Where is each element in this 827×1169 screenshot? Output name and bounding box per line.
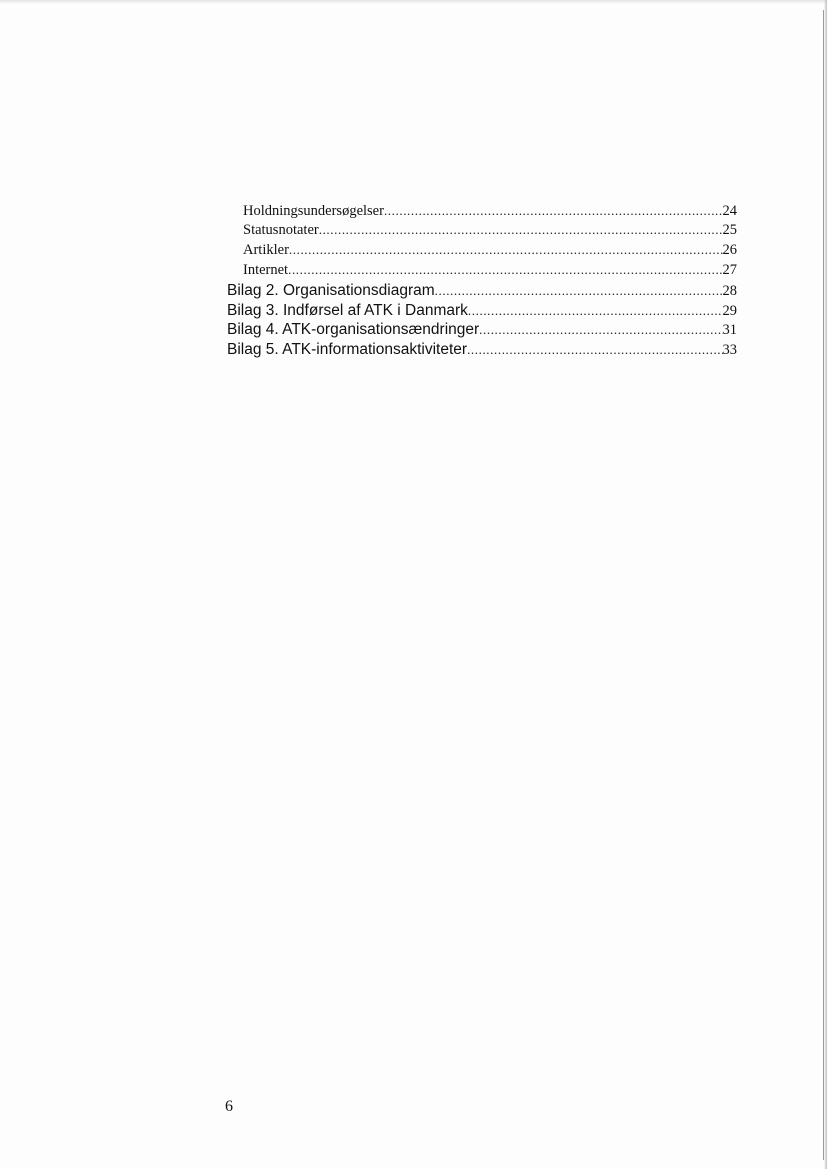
toc-entry-title: Bilag 5. ATK-informationsaktiviteter [227,341,468,358]
dot-leader [467,340,722,360]
dot-leader [468,301,723,321]
dot-leader [289,241,723,259]
toc-entry[interactable] [227,340,737,360]
toc-entry-title: Bilag 4. ATK-organisationsændringer [227,321,480,338]
scan-line-right [823,10,824,1160]
toc-entry-page: 27 [722,262,737,278]
toc-entry[interactable] [243,241,737,259]
toc-entry-title: Holdningsundersøgelser [243,203,384,219]
dot-leader [288,261,722,279]
toc-entry[interactable] [227,301,737,321]
toc-entry-page: 29 [722,303,737,319]
dot-leader [479,320,722,340]
dot-leader [319,221,723,239]
toc-entry[interactable] [243,261,737,279]
scan-edge-top [0,0,827,4]
toc-entry[interactable] [227,281,737,301]
toc-entry-title: Bilag 3. Indførsel af ATK i Danmark [227,302,468,319]
page-number: 6 [225,1098,233,1115]
dot-leader [384,202,723,220]
toc-entry-page: 33 [722,342,737,358]
toc-entry-title: Statusnotater [243,222,319,238]
dot-leader [435,281,723,301]
toc-entry-title: Internet [243,262,289,278]
toc-entry-page: 31 [722,322,737,338]
toc-entry-title: Bilag 2. Organisationsdiagram [227,282,435,299]
toc-entry[interactable] [243,221,737,239]
toc-entry-page: 26 [722,242,737,258]
toc-entry-title: Artikler [243,242,289,258]
toc-entry-page: 24 [722,203,737,219]
toc-entry-page: 25 [722,222,737,238]
toc-entry-page: 28 [722,283,737,299]
toc-entry[interactable] [243,202,737,220]
toc-entry[interactable] [227,320,737,340]
